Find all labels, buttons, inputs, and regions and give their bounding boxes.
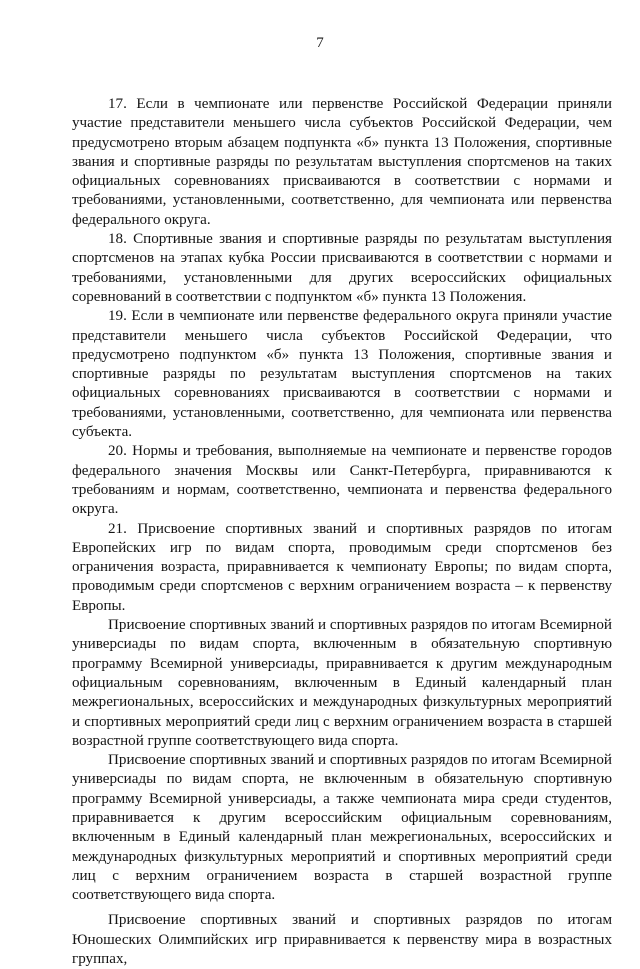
paragraph-18: 18. Спортивные звания и спортивные разряды по результатам выступления спортсменов на этапах кубка России присваиваются в соответствии с нормами и требованиями, установленными для других всероссийских официальных соревнований в соответствии с подпунктом «б» пункта 13 Положения. (72, 231, 612, 305)
paragraph-21: 21. Присвоение спортивных званий и спортивных разрядов по итогам Европейских игр по видам спорта, проводимым среди спортсменов без ограничения возраста, приравнивается к чемпионату Европы; по видам спорта, проводимым среди спортсменов с верхним ограничением возраста – к первенству Европы. (72, 520, 612, 614)
paragraph-20: 20. Нормы и требования, выполняемые на чемпионате и первенстве городов федерального значения Москвы или Санкт-Петербурга, приравниваются к требованиям и нормам, соответственно, чемпионата и первенства федерального округа. (72, 443, 612, 518)
page-number: 7 (316, 35, 324, 51)
paragraph-21-universiade-not-included: Присвоение спортивных званий и спортивных разрядов по итогам Всемирной универсиады по видам спорта, не включенным в обязательную спортивную программу Всемирной универсиады, а также чемпионата мира среди студентов, приравнивается к другим всероссийским официальным соревнованиям, включенным в Единый календарный план межрегиональных, всероссийских и международных физкультурных мероприятий и спортивных мероприятий среди лиц с верхним ограничением возраста в старшей возрастной группе соответствующего вида спорта. (72, 752, 612, 904)
paragraph-21-youth-olympics: Присвоение спортивных званий и спортивных разрядов по итогам Юношеских Олимпийских игр приравнивается к первенству мира в возрастных группах, (72, 912, 612, 968)
paragraph-17: 17. Если в чемпионате или первенстве Российской Федерации приняли участие представители меньшего числа субъектов Российской Федерации, чем предусмотрено вторым абзацем подпункта «б» пункта 13 Положения, спортивные звания и спортивные разряды по результатам выступления спортсменов на таких официальных соревнованиях присваиваются в соответствии с нормами и требованиями, установленными, соответственно, для чемпионата или первенства федерального округа. (72, 96, 612, 228)
document-body (72, 95, 612, 969)
paragraph-19: 19. Если в чемпионате или первенстве федерального округа приняли участие представители меньшего числа субъектов Российской Федерации, что предусмотрено подпунктом «б» пункта 13 Положения, спортивные звания и спортивные разряды по результатам выступления спортсменов на таких официальных соревнованиях присваиваются в соответствии с нормами и требованиями, установленными, соответственно, для чемпионата или первенства субъекта. (72, 308, 612, 441)
paragraph-21-universiade-included: Присвоение спортивных званий и спортивных разрядов по итогам Всемирной универсиады по видам спорта, включенным в обязательную спортивную программу Всемирной универсиады, приравнивается к другим международным официальным соревнованиям, включенным в Единый календарный план межрегиональных, всероссийских и международных физкультурных мероприятий и спортивных мероприятий среди лиц с верхним ограничением возраста в старшей возрастной группе соответствующего вида спорта. (72, 617, 612, 749)
